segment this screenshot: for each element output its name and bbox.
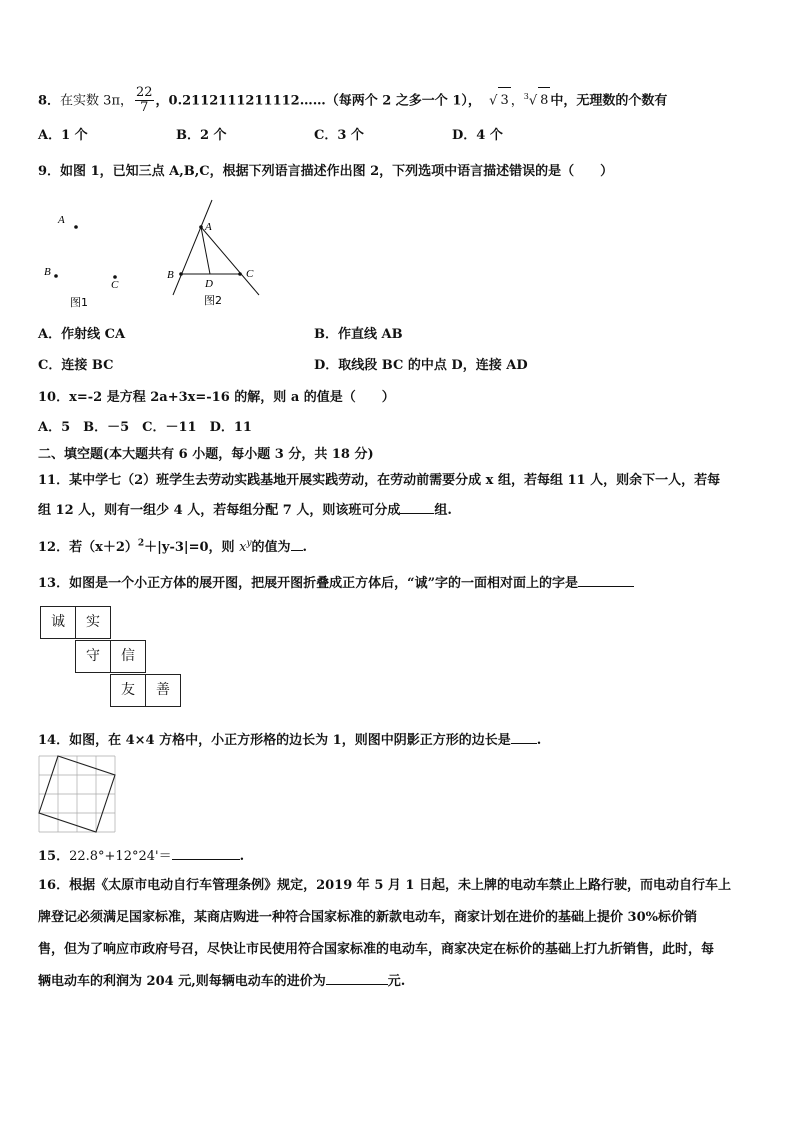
q8-cbrt8: 8: [538, 87, 550, 114]
net-cell-you: 友: [110, 674, 146, 707]
q11-text-end: 组.: [434, 503, 452, 518]
net-cell-shi: 实: [75, 606, 111, 639]
q8-frac-den: 7: [140, 100, 149, 116]
question-8: 8．在实数 3π， $\frac{22}{7}$ ，0.2112111211112……（每两个 2 之多一个 1）， √ 3 ，$^3$√ 8 中，无理数的个数有: [38, 85, 668, 116]
q15-text-end: .: [239, 849, 245, 864]
q15-expression: 22.8°+12°24'＝: [69, 849, 172, 864]
q12-exponent-y: y: [246, 538, 252, 549]
fig2-label-c: C: [246, 268, 254, 280]
q11-line-2: [38, 499, 452, 518]
fig2-caption: 图2: [204, 294, 222, 307]
grid-lines: [39, 756, 115, 832]
cbrt-symbol: √: [528, 93, 538, 109]
q8-prefix: 在实数 3π，: [60, 93, 133, 109]
net-cell-shan: 善: [145, 674, 181, 707]
question-12: [38, 536, 307, 555]
q16-line-3: 售，但为了响应市政府号召，尽快让市民使用符合国家标准的电动车，商家决定在标价的基础上打九折销售，此时，每: [38, 942, 715, 957]
question-15: [38, 845, 244, 864]
q15-number: 15．: [38, 849, 70, 864]
q9-option-b: B．作直线 AB: [314, 327, 403, 342]
q8-number: 8．: [38, 93, 61, 109]
q8-option-b: B．2 个: [176, 128, 227, 143]
q11-line-1: 11．某中学七（2）班学生去劳动实践基地开展实践劳动，在劳动前需要分成 x 组，若每组 11 人，则余下一人，若每: [38, 473, 721, 488]
q8-option-d: D．4 个: [452, 128, 503, 143]
q8-sqrt3: 3: [498, 87, 510, 114]
q12-exponent: 2: [137, 538, 145, 549]
fig2-label-d: D: [205, 278, 213, 290]
fig2-segment-ad: [201, 227, 210, 274]
fig2-label-b: B: [167, 269, 174, 281]
q14-text-end: .: [536, 733, 542, 748]
section-2-header: 二、填空题(本大题共有 6 小题，每小题 3 分，共 18 分): [38, 447, 374, 462]
net-cell-xin: 信: [110, 640, 146, 673]
q8-options: [0, 124, 794, 142]
q8-cbrt-index: 3: [523, 92, 529, 101]
q12-answer-blank: [291, 539, 303, 551]
net-cell-shou: 守: [75, 640, 111, 673]
fig1-label-c: C: [111, 279, 119, 291]
q16-text: 辆电动车的利润为 204 元,则每辆电动车的进价为: [38, 974, 326, 989]
q8-suffix: 中，无理数的个数有: [550, 93, 668, 109]
question-14: [38, 729, 541, 748]
q9-option-a: A．作射线 CA: [38, 327, 126, 342]
q12-text-e: .: [302, 540, 308, 555]
q14-text: 14．如图，在 4×4 方格中，小正方形格的边长为 1，则图中阴影正方形的边长是: [38, 733, 511, 748]
q11-text: 组 12 人，则有一组少 4 人，若每组分配 7 人，则该班可分成: [38, 503, 401, 518]
q12-text-d: 的值为: [251, 540, 291, 555]
q13-answer-blank: [578, 575, 634, 587]
fig1-label-a: A: [58, 214, 65, 226]
q11-answer-blank: [400, 502, 434, 514]
q8-fraction: [135, 86, 154, 115]
fig2-point-a: [199, 225, 203, 229]
q16-answer-blank: [326, 973, 388, 985]
fig1-caption: 图1: [70, 296, 88, 309]
question-13: [38, 572, 634, 591]
q8-decimal: ，0.2112111211112……（每两个 2 之多一个 1），: [155, 93, 481, 109]
sqrt-symbol: √: [489, 93, 498, 109]
q12-text-b: ＋|y-3|=0，则: [144, 540, 235, 555]
q8-option-a: A．1 个: [38, 128, 88, 143]
fig2-point-b: [179, 272, 183, 276]
q13-text: 13．如图是一个小正方体的展开图，把展开图折叠成正方体后，“诚”字的一面相对面上的字是: [38, 576, 579, 591]
q8-frac-num: 22: [136, 85, 153, 101]
q12-text-a: 12．若（x＋2）: [38, 540, 138, 555]
q16-line-1: 16．根据《太原市电动自行车管理条例》规定，2019 年 5 月 1 日起，未上牌的电动车禁止上路行驶，而电动自行车上: [38, 878, 731, 893]
q16-text-end: 元.: [387, 974, 406, 989]
q16-line-4: [38, 970, 405, 989]
question-10: 10．x=-2 是方程 2a+3x=-16 的解，则 a 的值是（ ）: [38, 390, 395, 405]
fig2-label-a: A: [205, 221, 212, 233]
q14-answer-blank: [511, 732, 537, 744]
fig1-point-b: [54, 274, 58, 278]
fig2-point-c: [238, 272, 242, 276]
q14-grid-figure: [38, 755, 116, 833]
fig1-point-a: [74, 225, 78, 229]
net-cell-cheng: 诚: [40, 606, 76, 639]
question-9: 9．如图 1，已知三点 A,B,C，根据下列语言描述作出图 2，下列选项中语言描述错误的是（ ）: [38, 164, 614, 179]
q10-options: A．5 B．－5 C．－11 D．11: [38, 420, 252, 435]
fig1-label-b: B: [44, 266, 51, 278]
q9-option-c: C．连接 BC: [38, 358, 114, 373]
q8-option-c: C．3 个: [314, 128, 364, 143]
q16-line-2: 牌登记必须满足国家标准，某商店购进一种符合国家标准的新款电动车，商家计划在进价的基础上提价 30%标价销: [38, 910, 697, 925]
q12-base: x: [239, 540, 247, 555]
q9-option-d: D．取线段 BC 的中点 D，连接 AD: [314, 358, 528, 373]
q15-answer-blank: [172, 848, 240, 860]
q9-figures: [30, 195, 280, 320]
